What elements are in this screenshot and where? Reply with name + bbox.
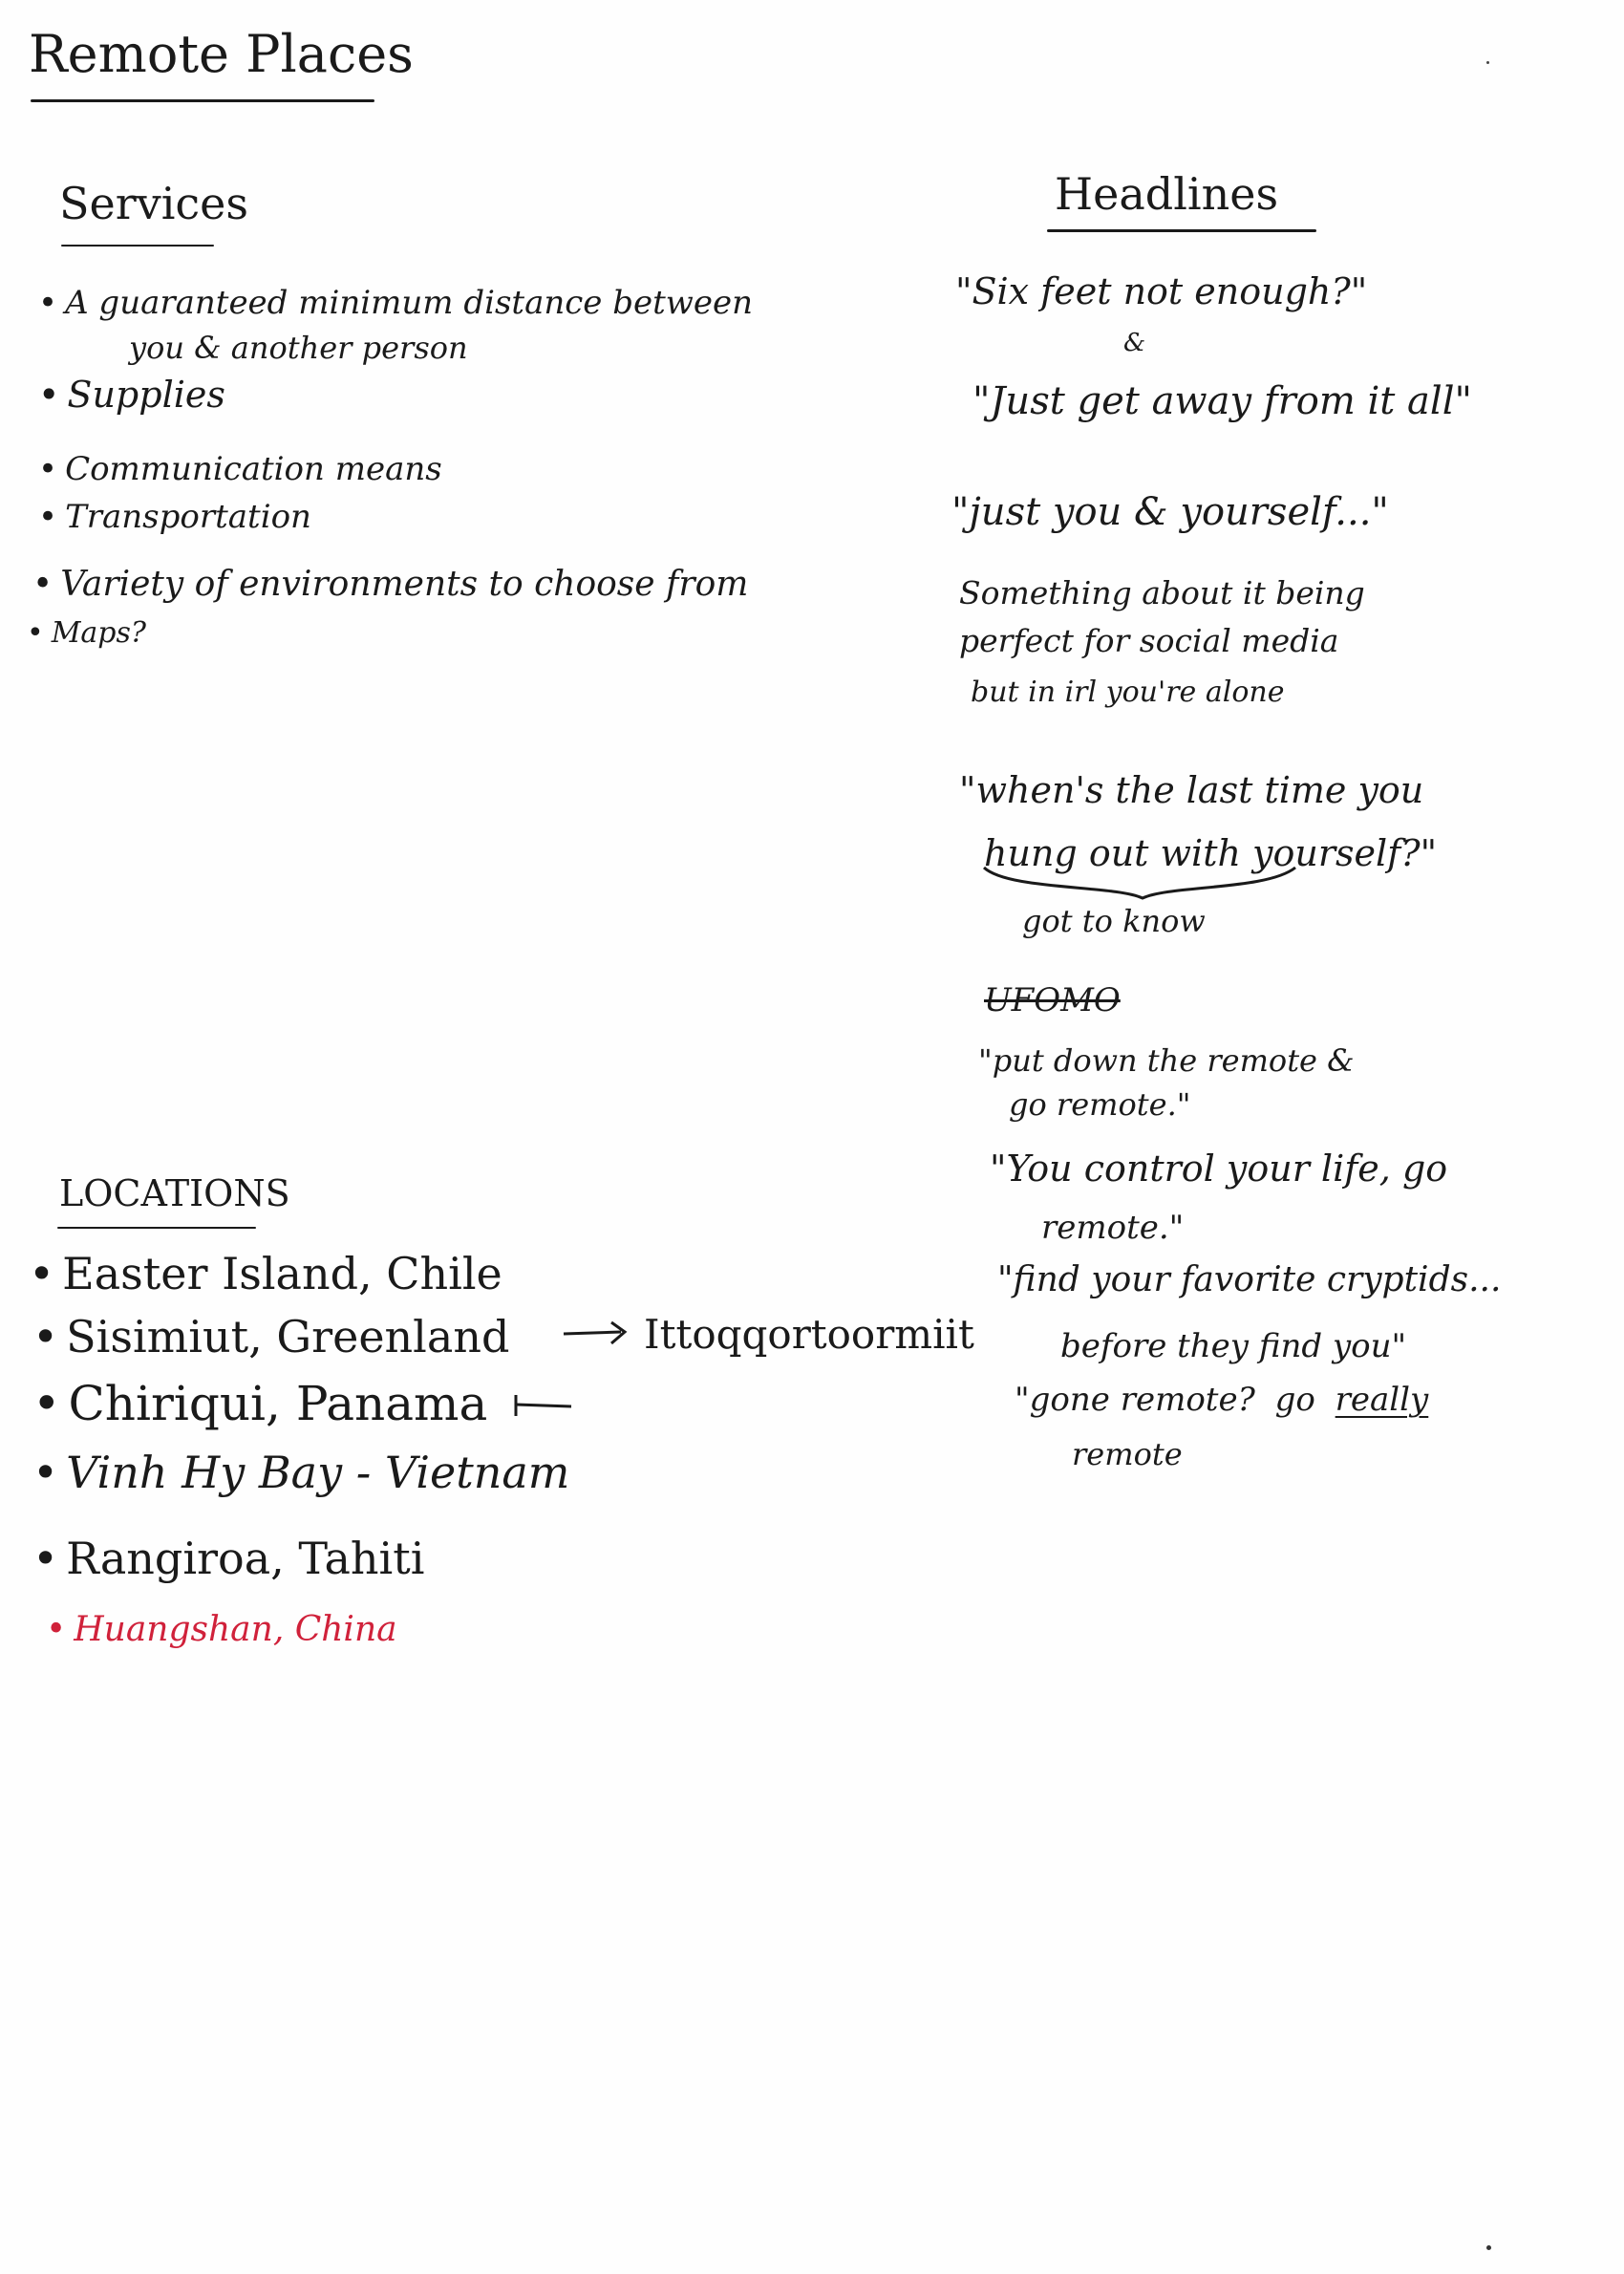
headline-annotation: got to know	[1022, 903, 1206, 939]
services-item: • Variety of environments to choose from	[32, 568, 748, 602]
location-item: • Chiriqui, Panama	[32, 1380, 487, 1427]
headline-note: perfect for social media	[959, 622, 1339, 659]
arrow-left-icon	[510, 1391, 577, 1420]
ink-speck	[1486, 2245, 1491, 2250]
locations-underline	[57, 1227, 256, 1229]
headline: go remote."	[1009, 1086, 1191, 1123]
location-alternative: Ittoqqortoormiit	[644, 1311, 974, 1358]
headlines-underline	[1047, 229, 1316, 232]
services-item: • Maps?	[27, 619, 146, 648]
location-item: • Rangiroa, Tahiti	[32, 1536, 424, 1580]
headline-crossed-out: UFOMO	[984, 981, 1121, 1019]
headline-part: "gone remote?	[1015, 1381, 1255, 1419]
location-item: • Vinh Hy Bay - Vietnam	[32, 1450, 569, 1494]
services-item: • Transportation	[38, 501, 311, 533]
headline-note: but in irl you're alone	[971, 676, 1285, 709]
page-title: Remote Places	[29, 24, 414, 84]
title-underline	[31, 99, 374, 102]
headline: before they find you"	[1060, 1327, 1407, 1365]
services-underline	[61, 245, 214, 247]
services-item-continuation: you & another person	[129, 330, 468, 366]
headline: remote."	[1041, 1209, 1185, 1247]
location-item: • Sisimiut, Greenland	[32, 1315, 509, 1359]
headline-ampersand: &	[1123, 329, 1146, 357]
headline: "Six feet not enough?"	[955, 270, 1368, 312]
headline-part: go	[1274, 1381, 1315, 1419]
headline: "You control your life, go	[990, 1148, 1448, 1190]
locations-heading: LOCATIONS	[59, 1172, 290, 1214]
headline: remote	[1072, 1436, 1183, 1472]
arrow-icon	[562, 1319, 638, 1347]
headlines-heading: Headlines	[1055, 168, 1279, 220]
headline	[1015, 1381, 1429, 1419]
headline: "just you & yourself..."	[951, 490, 1389, 534]
location-item: • Easter Island, Chile	[29, 1252, 502, 1296]
headline-note: Something about it being	[959, 574, 1365, 611]
headline-emphasis: really	[1335, 1381, 1429, 1419]
headline: "put down the remote &	[978, 1042, 1355, 1079]
services-heading: Services	[59, 178, 249, 229]
services-item: • Communication means	[38, 453, 442, 485]
services-item: • Supplies	[38, 376, 225, 413]
services-item: • A guaranteed minimum distance between	[38, 287, 753, 319]
headline: "find your favorite cryptids...	[997, 1260, 1502, 1299]
headline: "when's the last time you	[959, 769, 1424, 811]
location-item-red: • Huangshan, China	[46, 1613, 397, 1647]
headline: hung out with yourself?"	[984, 832, 1438, 874]
ink-speck	[1486, 61, 1489, 64]
headline: "Just get away from it all"	[972, 379, 1472, 423]
